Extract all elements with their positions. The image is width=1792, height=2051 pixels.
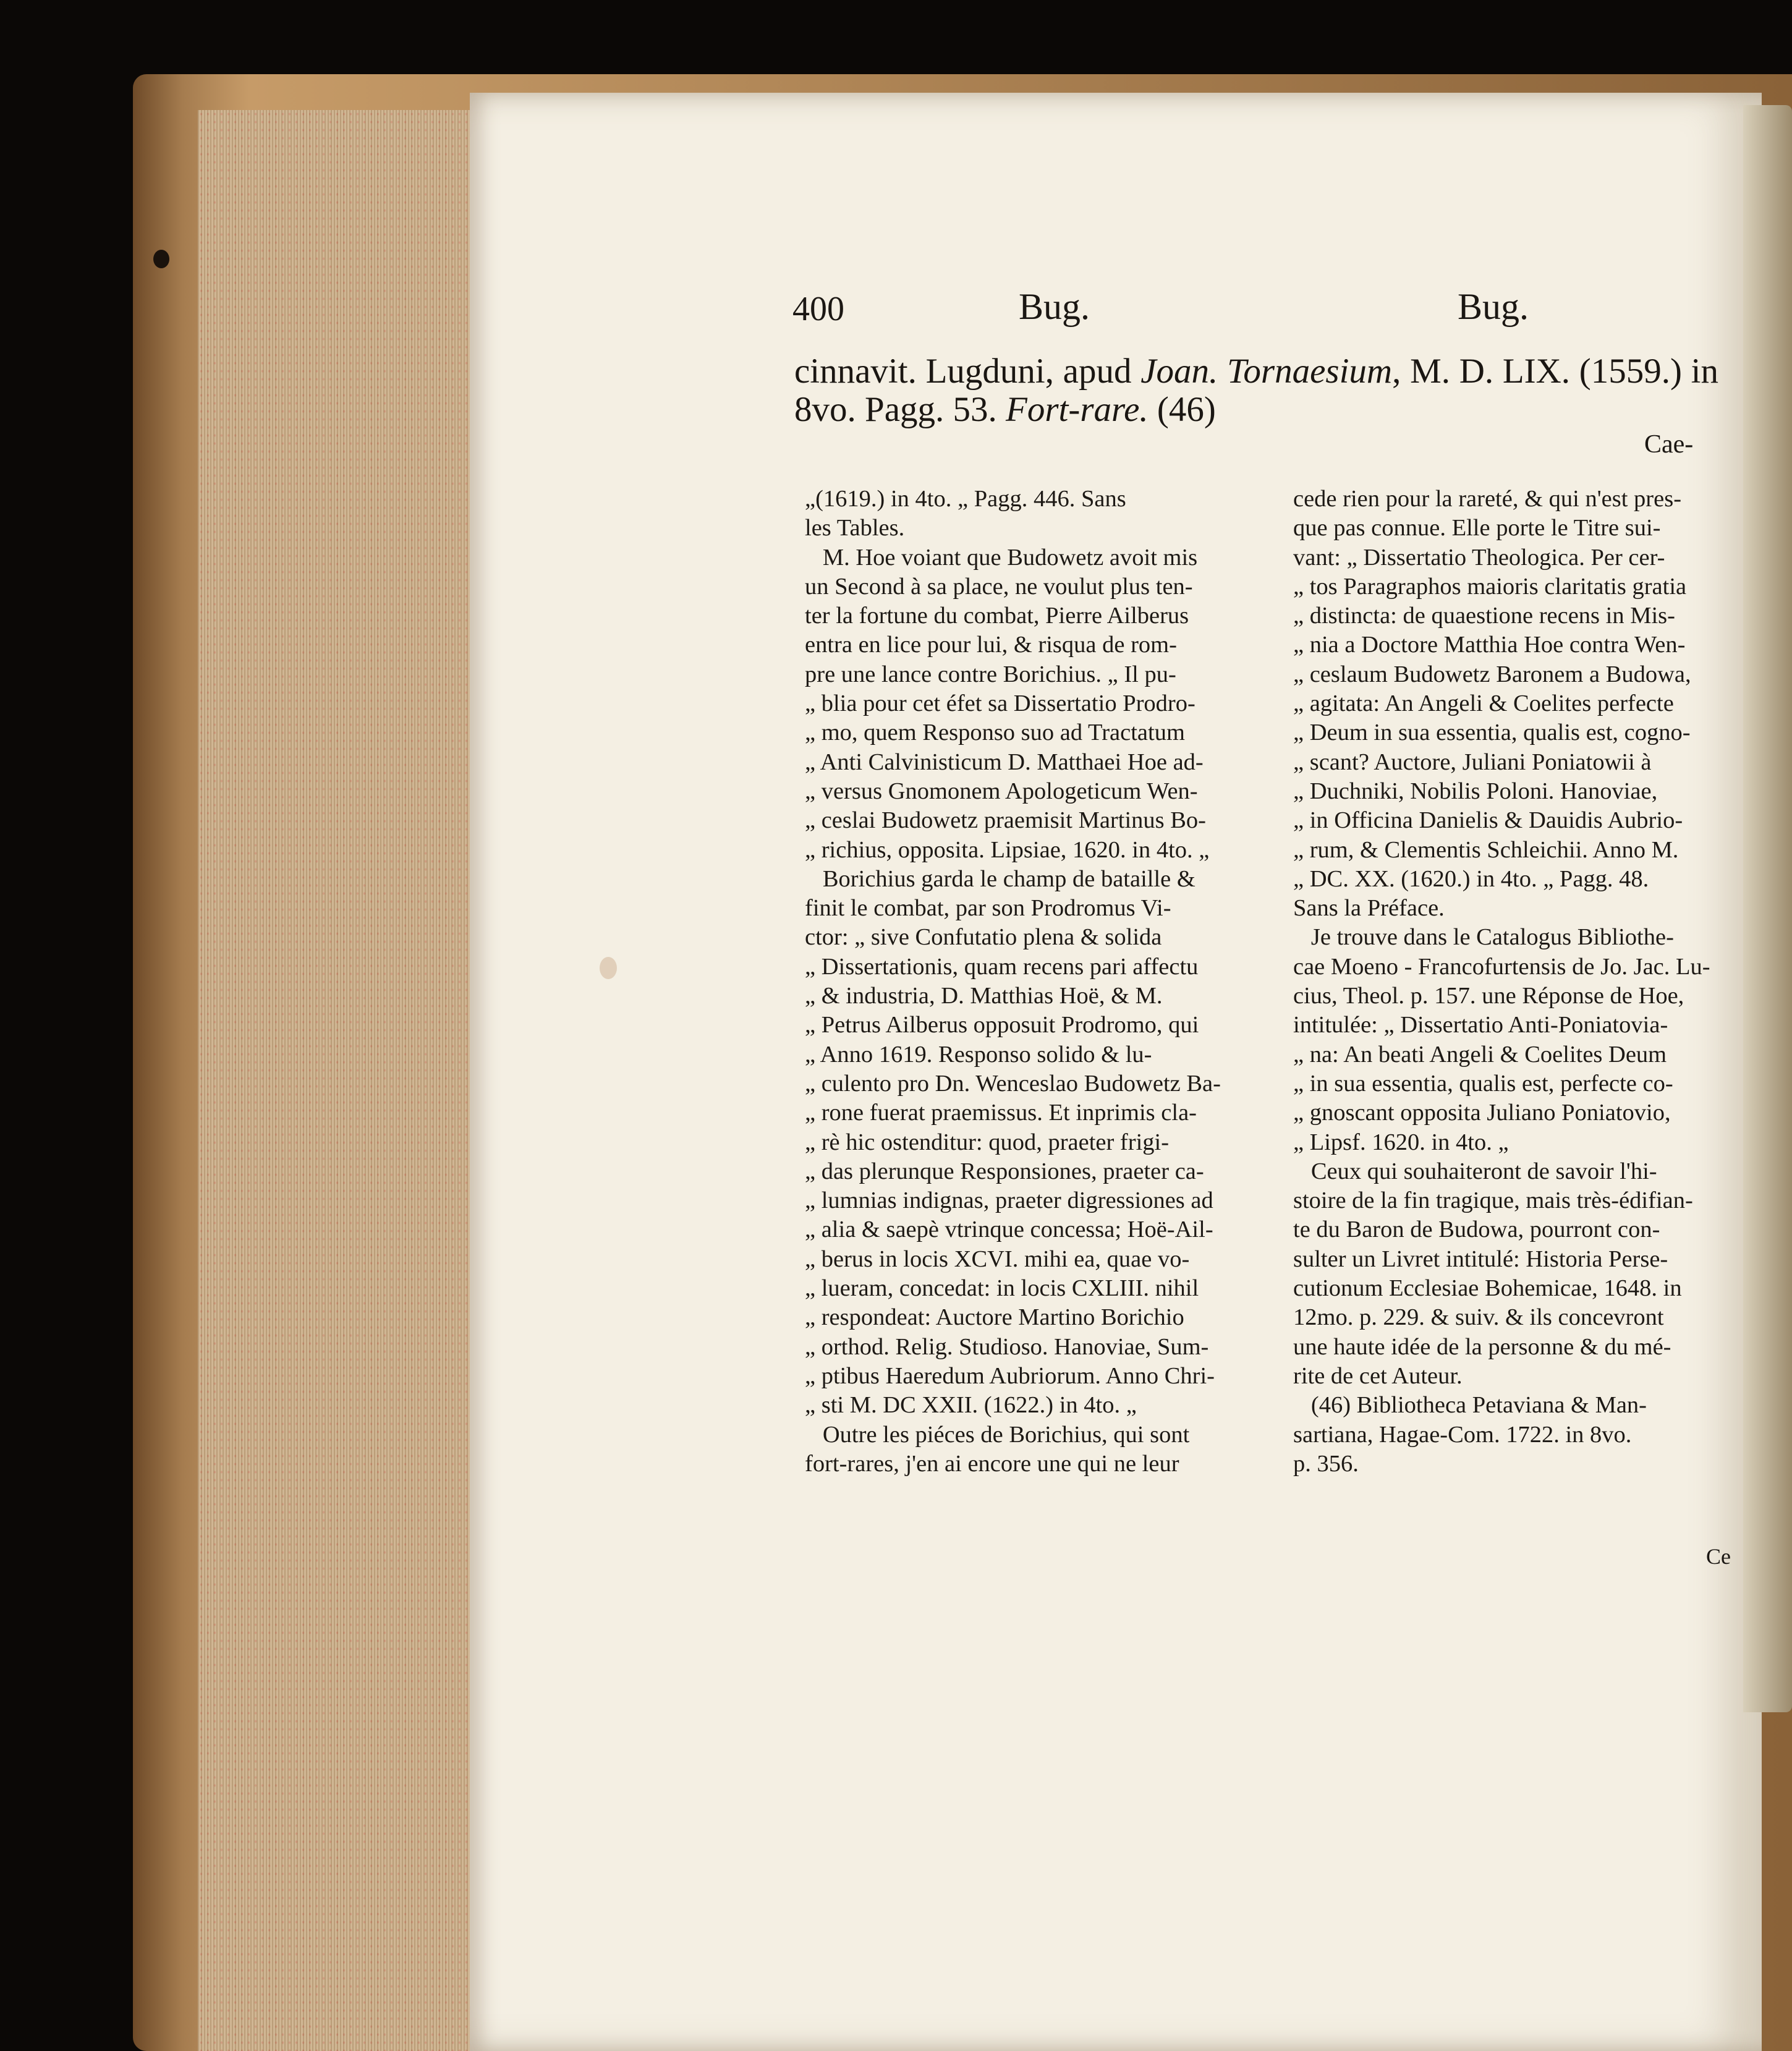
text-line: Sans la Préface. xyxy=(1293,895,1445,922)
text-line: Je trouve dans le Catalogus Bibliothe- xyxy=(1293,924,1674,951)
right-column xyxy=(1293,485,1747,1479)
text-line: „ Deum in sua essentia, qualis est, cogno- xyxy=(1293,720,1691,746)
continued-entry-part: (46) xyxy=(1148,390,1216,429)
text-line: cede rien pour la rareté, & qui n'est pres- xyxy=(1293,486,1682,512)
text-line: finit le combat, par son Prodromus Vi- xyxy=(805,895,1171,922)
text-line: stoire de la fin tragique, mais très-édifian- xyxy=(1293,1187,1693,1214)
text-line: „ ceslai Budowetz praemisit Martinus Bo- xyxy=(805,807,1206,834)
text-line: „ in Officina Danielis & Dauidis Aubrio- xyxy=(1293,807,1683,834)
text-line: cae Moeno - Francofurtensis de Jo. Jac. Lu- xyxy=(1293,953,1710,980)
text-line: „ ptibus Haeredum Aubriorum. Anno Chri- xyxy=(805,1362,1215,1389)
text-line: „(1619.) in 4to. „ Pagg. 446. Sans xyxy=(805,486,1126,512)
text-line: ter la fortune du combat, Pierre Ailberus xyxy=(805,603,1189,629)
text-line: cutionum Ecclesiae Bohemicae, 1648. in xyxy=(1293,1275,1682,1302)
text-line: vant: „ Dissertatio Theologica. Per cer- xyxy=(1293,544,1665,571)
text-line: ctor: „ sive Confutatio plena & solida xyxy=(805,924,1162,951)
text-line: fort-rares, j'en ai encore une qui ne leur xyxy=(805,1450,1179,1477)
text-line: intitulée: „ Dissertatio Anti-Poniatovia- xyxy=(1293,1012,1668,1038)
text-line: „ rum, & Clementis Schleichii. Anno M. xyxy=(1293,836,1679,863)
text-line: p. 356. xyxy=(1293,1450,1359,1477)
binding-hole xyxy=(153,250,169,268)
text-line: Outre les piéces de Borichius, qui sont xyxy=(805,1421,1190,1448)
text-line: „ ceslaum Budowetz Baronem a Budowa, xyxy=(1293,661,1691,687)
text-line: „ gnoscant opposita Juliano Poniatovio, xyxy=(1293,1100,1671,1126)
text-line: „ sti M. DC XXII. (1622.) in 4to. „ xyxy=(805,1392,1137,1419)
text-line: un Second à sa place, ne voulut plus ten- xyxy=(805,573,1193,600)
continued-entry-part: cinnavit. Lugduni, apud xyxy=(794,352,1141,391)
text-line: sartiana, Hagae-Com. 1722. in 8vo. xyxy=(1293,1421,1632,1448)
text-line: pre une lance contre Borichius. „ Il pu- xyxy=(805,661,1176,687)
text-line: les Tables. xyxy=(805,515,905,541)
text-line: „ DC. XX. (1620.) in 4to. „ Pagg. 48. xyxy=(1293,865,1649,892)
running-head-left: Bug. xyxy=(1019,286,1090,327)
text-line: „ tos Paragraphos maioris claritatis gratia xyxy=(1293,573,1687,600)
text-line: entra en lice pour lui, & risqua de rom- xyxy=(805,632,1177,658)
text-line: sulter un Livret intitulé: Historia Perse- xyxy=(1293,1246,1668,1272)
text-line: „ lueram, concedat: in locis CXLIII. nihil xyxy=(805,1275,1199,1302)
text-line: „ nia a Doctore Matthia Hoe contra Wen- xyxy=(1293,632,1686,658)
text-line: te du Baron de Budowa, pourront con- xyxy=(1293,1217,1660,1243)
text-line: „ respondeat: Auctore Martino Borichio xyxy=(805,1304,1184,1331)
text-line: „ mo, quem Responso suo ad Tractatum xyxy=(805,720,1185,746)
text-line: „ in sua essentia, qualis est, perfecte co- xyxy=(1293,1070,1673,1097)
text-line: „ Anti Calvinisticum D. Matthaei Hoe ad- xyxy=(805,749,1204,775)
text-line: „ orthod. Relig. Studioso. Hanoviae, Sum- xyxy=(805,1333,1209,1360)
text-line: „ Duchniki, Nobilis Poloni. Hanoviae, xyxy=(1293,778,1658,804)
text-line: „ Lipsf. 1620. in 4to. „ xyxy=(1293,1129,1509,1155)
text-line: „ scant? Auctore, Juliani Poniatowii à xyxy=(1293,749,1652,775)
page-block-edge xyxy=(198,110,472,2051)
text-line: „ lumnias indignas, praeter digressiones ad xyxy=(805,1187,1213,1214)
text-line: „ agitata: An Angeli & Coelites perfecte xyxy=(1293,690,1674,717)
text-line: „ na: An beati Angeli & Coelites Deum xyxy=(1293,1041,1667,1068)
text-line: „ berus in locis XCVI. mihi ea, quae vo- xyxy=(805,1246,1190,1272)
text-line: „ versus Gnomonem Apologeticum Wen- xyxy=(805,778,1198,804)
running-head-right: Bug. xyxy=(1458,286,1529,327)
text-line: rite de cet Auteur. xyxy=(1293,1362,1463,1389)
text-line: „ Anno 1619. Responso solido & lu- xyxy=(805,1041,1152,1068)
catchword-top: Cae- xyxy=(1644,430,1694,459)
text-line: une haute idée de la personne & du mé- xyxy=(1293,1333,1671,1360)
paper-stain xyxy=(600,957,617,979)
text-line: Ceux qui souhaiteront de savoir l'hi- xyxy=(1293,1158,1657,1184)
text-line: „ culento pro Dn. Wenceslao Budowetz Ba- xyxy=(805,1070,1221,1097)
text-line: „ Dissertationis, quam recens pari affectu xyxy=(805,953,1199,980)
continued-entry-italic: Fort-rare. xyxy=(1006,390,1149,429)
text-line: „ & industria, D. Matthias Hoë, & M. xyxy=(805,983,1163,1009)
text-line: „ rone fuerat praemissus. Et inprimis cla- xyxy=(805,1100,1197,1126)
text-line: (46) Bibliotheca Petaviana & Man- xyxy=(1293,1392,1647,1419)
text-line: cius, Theol. p. 157. une Réponse de Hoe, xyxy=(1293,983,1684,1009)
text-line: „ distincta: de quaestione recens in Mis- xyxy=(1293,603,1675,629)
text-line: 12mo. p. 229. & suiv. & ils concevront xyxy=(1293,1304,1664,1331)
text-line: „ blia pour cet éfet sa Dissertatio Prodro- xyxy=(805,690,1195,717)
text-line: M. Hoe voiant que Budowetz avoit mis xyxy=(805,544,1198,571)
continued-entry xyxy=(794,352,1718,429)
text-line: „ rè hic ostenditur: quod, praeter frigi- xyxy=(805,1129,1170,1155)
page-curl xyxy=(1743,105,1792,1712)
continued-entry-part: , M. D. LIX. (1559.) in 8vo. Pagg. 53. xyxy=(794,352,1719,429)
text-line: Borichius garda le champ de bataille & xyxy=(805,865,1195,892)
catchword-bottom: Ce xyxy=(1706,1544,1731,1569)
text-line: „ das plerunque Responsiones, praeter ca- xyxy=(805,1158,1204,1184)
page-number: 400 xyxy=(792,290,844,328)
text-line: „ richius, opposita. Lipsiae, 1620. in 4to. „ xyxy=(805,836,1210,863)
continued-entry-italic: Joan. Tornaesium xyxy=(1140,352,1393,391)
text-line: que pas connue. Elle porte le Titre sui- xyxy=(1293,515,1661,541)
left-column xyxy=(805,485,1262,1479)
text-line: „ alia & saepè vtrinque concessa; Hoë-Ail- xyxy=(805,1217,1213,1243)
text-line: „ Petrus Ailberus opposuit Prodromo, qui xyxy=(805,1012,1199,1038)
